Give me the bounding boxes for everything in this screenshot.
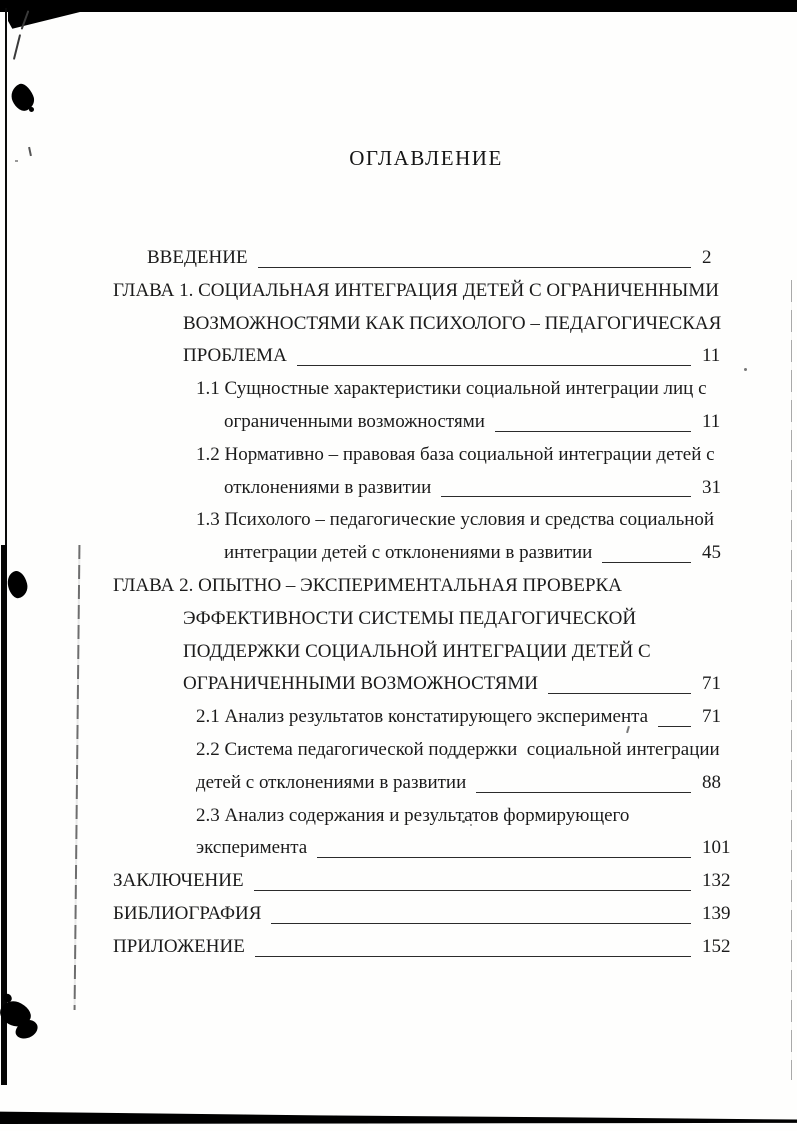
toc-entry-text: ВВЕДЕНИЕ [147, 247, 248, 268]
toc-entry-text: ПОДДЕРЖКИ СОЦИАЛЬНОЙ ИНТЕГРАЦИИ ДЕТЕЙ С [183, 640, 651, 662]
toc-entry-text: 2.3 Анализ содержания и результатов формирующего [196, 804, 630, 826]
toc-row [0, 701, 742, 734]
toc-leader-line [658, 726, 691, 727]
toc-page-number: 31 [702, 476, 721, 498]
toc-leader-line [271, 923, 691, 924]
toc-leader-line [441, 496, 691, 497]
toc-entry-text: детей с отклонениями в развитии [196, 771, 467, 793]
toc-row [0, 242, 742, 275]
toc-leader-line [548, 693, 691, 694]
toc-leader-line [255, 956, 691, 957]
toc-row [0, 734, 742, 767]
toc-row [0, 636, 742, 669]
toc-page-number: 2 [702, 247, 712, 268]
toc-entry-text: ЗАКЛЮЧЕНИЕ [113, 870, 244, 892]
toc-page-number: 88 [702, 771, 721, 793]
toc-entry-text: ОГРАНИЧЕННЫМИ ВОЗМОЖНОСТЯМИ [183, 673, 538, 695]
toc-list [0, 242, 742, 964]
toc-entry-text: 1.1 Сущностные характеристики социальной интеграции лиц с [196, 378, 707, 400]
toc-entry-text: 1.2 Нормативно – правовая база социальной интеграции детей с [196, 443, 715, 465]
toc-entry-text: 2.2 Система педагогической поддержки социальной интеграции [196, 738, 720, 760]
toc-row [0, 767, 742, 800]
toc-row [0, 406, 742, 439]
toc-entry-text: ЭФФЕКТИВНОСТИ СИСТЕМЫ ПЕДАГОГИЧЕСКОЙ [183, 607, 637, 629]
toc-page-number: 11 [702, 345, 721, 367]
toc-entry-text: отклонениями в развитии [224, 476, 432, 498]
toc-leader-line [602, 562, 691, 563]
toc-page-number: 11 [702, 410, 721, 432]
scan-artifact-bottom-bar [0, 1110, 797, 1124]
toc-entry-text: интеграции детей с отклонениями в развитии [224, 542, 593, 564]
toc-row [0, 537, 742, 570]
toc-row [0, 832, 742, 865]
toc-entry-text: 2.1 Анализ результатов констатирующего эксперимента [196, 706, 649, 728]
toc-entry-text: ПРИЛОЖЕНИЕ [113, 935, 245, 957]
toc-entry-text: БИБЛИОГРАФИЯ [113, 902, 262, 924]
toc-entry-text: эксперимента [196, 837, 308, 859]
toc-row [0, 308, 742, 341]
toc-leader-line [317, 857, 691, 858]
page-title: ОГЛАВЛЕНИЕ [349, 146, 503, 170]
toc-page-number: 132 [702, 870, 731, 892]
toc-row [0, 898, 742, 931]
toc-page-number: 71 [702, 706, 721, 728]
toc-page-number: 101 [702, 837, 731, 859]
toc-page-number: 152 [702, 935, 731, 957]
toc-row [0, 472, 742, 505]
toc-row [0, 373, 742, 406]
toc-row [0, 865, 742, 898]
toc-leader-line [254, 890, 691, 891]
toc-row [0, 275, 742, 308]
toc-row [0, 504, 742, 537]
toc-row [0, 800, 742, 833]
toc-entry-text: ПРОБЛЕМА [183, 345, 287, 367]
toc-leader-line [297, 365, 691, 366]
toc-entry-text: ограниченными возможностями [224, 410, 485, 432]
toc-row [0, 439, 742, 472]
toc-leader-line [476, 792, 691, 793]
toc-page-number: 45 [702, 542, 721, 564]
toc-leader-line [258, 267, 691, 268]
toc-entry-text: 1.3 Психолого – педагогические условия и средства социальной [196, 509, 715, 531]
toc-entry-text: ГЛАВА 2. ОПЫТНО – ЭКСПЕРИМЕНТАЛЬНАЯ ПРОВЕРКА [113, 574, 622, 596]
toc-row [0, 603, 742, 636]
toc-row [0, 570, 742, 603]
toc-page-number: 139 [702, 902, 731, 924]
toc-page-number: 71 [702, 673, 721, 695]
toc-row [0, 668, 742, 701]
toc-entry-text: ВОЗМОЖНОСТЯМИ КАК ПСИХОЛОГО – ПЕДАГОГИЧЕСКАЯ [183, 312, 722, 334]
toc-entry-text: ГЛАВА 1. СОЦИАЛЬНАЯ ИНТЕГРАЦИЯ ДЕТЕЙ С ОГРАНИЧЕННЫМИ [113, 279, 719, 301]
toc-row [0, 340, 742, 373]
toc-row [0, 931, 742, 964]
toc-leader-line [495, 431, 691, 432]
